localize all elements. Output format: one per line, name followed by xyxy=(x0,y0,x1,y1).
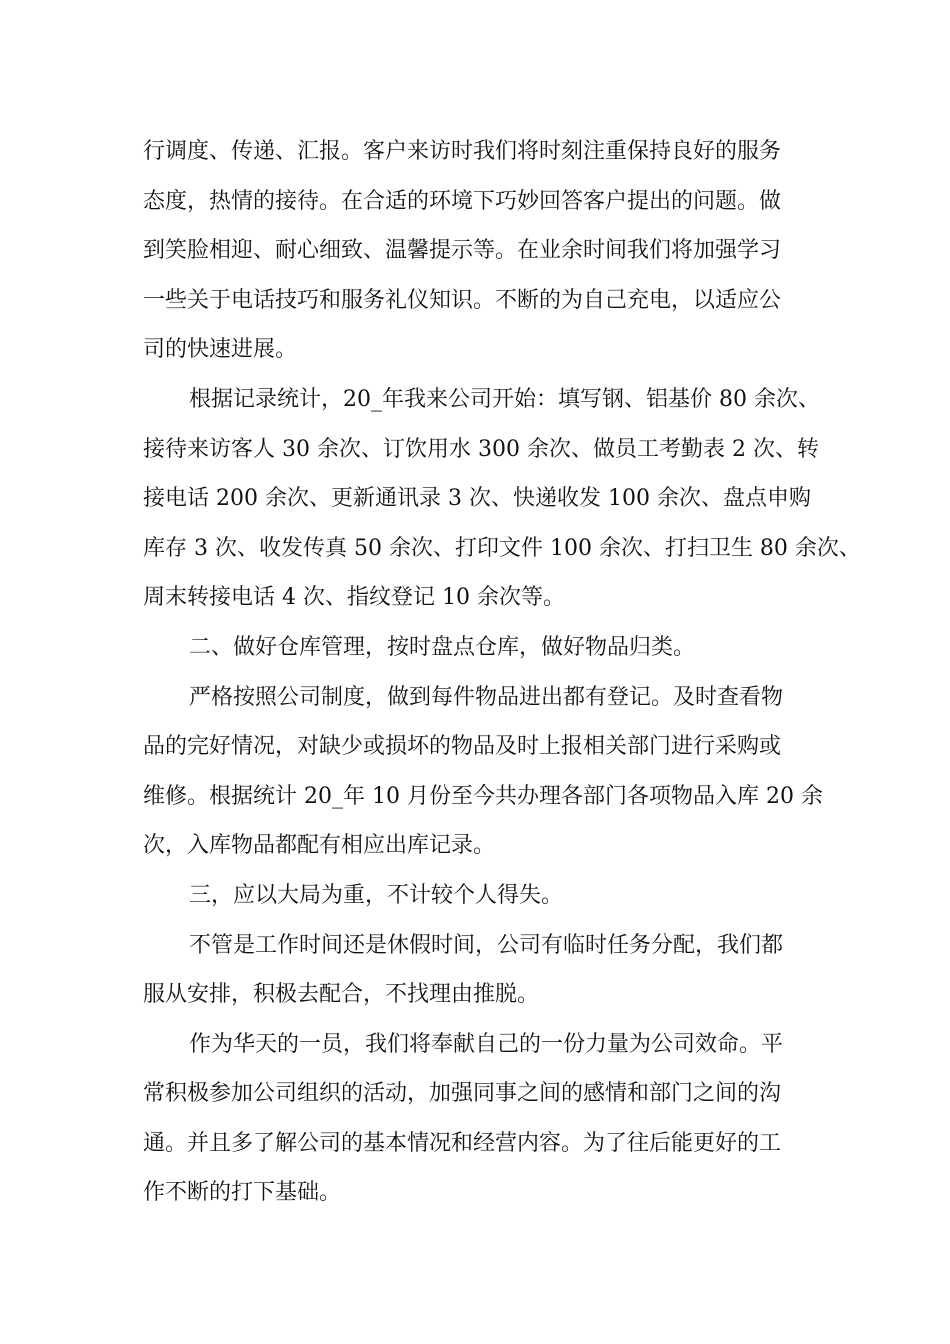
text-line: 司的快速进展。 xyxy=(143,337,298,363)
text-line: 二、做好仓库管理，按时盘点仓库，做好物品归类。 xyxy=(189,634,696,660)
text-line: 作为华天的一员，我们将奉献自己的一份力量为公司效命。平 xyxy=(189,1031,784,1057)
text-line: 根据记录统计，20_年我来公司开始：填写钢、铝基价 80 余次、 xyxy=(189,386,820,412)
text-line: 库存 3 次、收发传真 50 余次、打印文件 100 余次、打扫卫生 80 余次、 xyxy=(143,535,861,561)
text-line: 次，入库物品都配有相应出库记录。 xyxy=(143,833,496,859)
text-line: 三，应以大局为重，不计较个人得失。 xyxy=(189,882,564,908)
text-line: 品的完好情况，对缺少或损坏的物品及时上报相关部门进行采购或 xyxy=(143,734,782,760)
document-body xyxy=(143,127,861,1218)
text-line: 维修。根据统计 20_年 10 月份至今共办理各部门各项物品入库 20 余 xyxy=(143,783,823,809)
text-line: 作不断的打下基础。 xyxy=(143,1180,342,1206)
text-line: 周末转接电话 4 次、指纹登记 10 余次等。 xyxy=(143,585,565,611)
text-line: 通。并且多了解公司的基本情况和经营内容。为了往后能更好的工 xyxy=(143,1130,782,1156)
text-line: 态度，热情的接待。在合适的环境下巧妙回答客户提出的问题。做 xyxy=(143,188,782,214)
text-line: 一些关于电话技巧和服务礼仪知识。不断的为自己充电，以适应公 xyxy=(143,287,782,313)
text-line: 接待来访客人 30 余次、订饮用水 300 余次、做员工考勤表 2 次、转 xyxy=(143,436,819,462)
text-line: 到笑脸相迎、耐心细致、温馨提示等。在业余时间我们将加强学习 xyxy=(143,238,782,264)
text-line: 接电话 200 余次、更新通讯录 3 次、快递收发 100 余次、盘点申购 xyxy=(143,486,811,512)
text-line: 行调度、传递、汇报。客户来访时我们将时刻注重保持良好的服务 xyxy=(143,139,782,164)
text-line: 常积极参加公司组织的活动，加强同事之间的感情和部门之间的沟 xyxy=(143,1081,782,1107)
text-line: 不管是工作时间还是休假时间，公司有临时任务分配，我们都 xyxy=(189,932,784,958)
text-line: 服从安排，积极去配合，不找理由推脱。 xyxy=(143,982,540,1008)
text-line: 严格按照公司制度，做到每件物品进出都有登记。及时查看物 xyxy=(189,684,784,710)
